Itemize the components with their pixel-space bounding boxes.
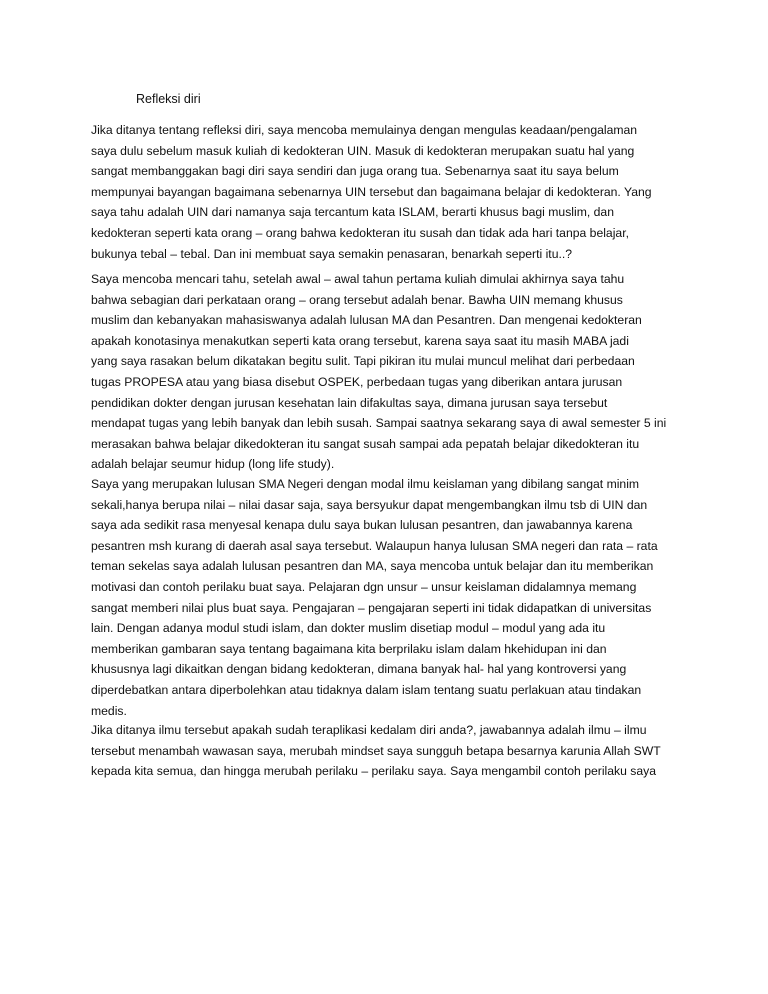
- text-line: teman sekelas saya adalah lulusan pesantren dan MA, saya mencoba untuk belajar dan itu memberikan: [91, 559, 654, 574]
- paragraph-3: [91, 474, 691, 721]
- text-line: lain. Dengan adanya modul studi islam, dan dokter muslim disetiap modul – modul yang ada itu: [91, 621, 606, 636]
- text-line: Saya mencoba mencari tahu, setelah awal – awal tahun pertama kuliah dimulai akhirnya saya tahu: [91, 272, 625, 286]
- text-line: mendapat tugas yang lebih banyak dan lebih susah. Sampai saatnya sekarang saya di awal semester 5 ini: [91, 416, 667, 431]
- text-line: kepada kita semua, dan hingga merubah perilaku – perilaku saya. Saya mengambil contoh perilaku saya: [91, 764, 657, 779]
- text-line: tersebut menambah wawasan saya, merubah mindset saya sungguh betapa besarnya karunia Allah SWT: [91, 743, 661, 758]
- text-line: bukunya tebal – tebal. Dan ini membuat saya semakin penasaran, benarkah seperti itu..?: [91, 246, 573, 261]
- paragraph-2: [91, 269, 691, 475]
- text-line: saya dulu sebelum masuk kuliah di kedokteran UIN. Masuk di kedokteran merupakan suatu hal yang: [91, 143, 635, 158]
- text-line: medis.: [91, 703, 127, 718]
- text-line: adalah belajar seumur hidup (long life study).: [91, 457, 335, 472]
- document-title: Refleksi diri: [136, 92, 201, 106]
- text-line: khususnya lagi dikaitkan dengan bidang kedokteran, dimana banyak hal- hal yang kontroversi yang: [91, 662, 627, 677]
- text-line: saya ada sedikit rasa menyesal kenapa dulu saya bukan lulusan pesantren, dan jawabannya karena: [91, 518, 633, 533]
- text-line: merasakan bahwa belajar dikedokteran itu sangat susah sampai ada pepatah belajar dikedokteran itu: [91, 436, 640, 451]
- text-line: bahwa sebagian dari perkataan orang – orang tersebut adalah benar. Bawha UIN memang khusus: [91, 292, 623, 307]
- paragraph-4: [91, 720, 691, 782]
- text-line: saya tahu adalah UIN dari namanya saja tercantum kata ISLAM, berarti khusus bagi muslim, dan: [91, 205, 614, 220]
- text-line: memberikan gambaran saya tentang bagaimana kita berprilaku islam dalam hkehidupan ini dan: [91, 641, 607, 656]
- text-line: sangat memberi nilai plus buat saya. Pengajaran – pengajaran seperti ini tidak didapatkan di universitas: [91, 600, 652, 615]
- text-line: pesantren msh kurang di daerah asal saya tersebut. Walaupun hanya lulusan SMA negeri dan rata – rata: [91, 538, 658, 553]
- text-line: kedokteran seperti kata orang – orang bahwa kedokteran itu susah dan tidak ada hari tanpa belajar,: [91, 225, 629, 240]
- text-line: pendidikan dokter dengan jurusan kesehatan lain difakultas saya, dimana jurusan saya tersebut: [91, 395, 608, 410]
- text-line: muslim dan kebanyakan mahasiswanya adalah lulusan MA dan Pesantren. Dan mengenai kedokteran: [91, 313, 642, 328]
- text-line: sekali,hanya berupa nilai – nilai dasar saja, saya bersyukur dapat mengembangkan ilmu tsb di UIN dan: [91, 497, 648, 512]
- text-line: Jika ditanya ilmu tersebut apakah sudah teraplikasi kedalam diri anda?, jawabannya adalah ilmu – ilmu: [91, 723, 647, 737]
- text-line: apakah konotasinya menakutkan seperti kata orang tersebut, karena saya saat itu masih MABA jadi: [91, 333, 629, 348]
- text-line: yang saya rasakan belum dikatakan begitu sulit. Tapi pikiran itu mulai muncul melihat dari perbedaan: [91, 354, 635, 369]
- text-line: Jika ditanya tentang refleksi diri, saya mencoba memulainya dengan mengulas keadaan/pengalaman: [91, 123, 638, 137]
- text-line: Saya yang merupakan lulusan SMA Negeri dengan modal ilmu keislaman yang dibilang sangat minim: [91, 477, 640, 491]
- paragraph-1: [91, 120, 691, 264]
- text-line: tugas PROPESA atau yang biasa disebut OSPEK, perbedaan tugas yang diberikan antara jurusan: [91, 374, 623, 389]
- text-line: motivasi dan contoh perilaku buat saya. Pelajaran dgn unsur – unsur keislaman didalamnya memang: [91, 579, 637, 594]
- text-line: diperdebatkan antara diperbolehkan atau tidaknya dalam islam tentang suatu perlakuan atau tindakan: [91, 682, 642, 697]
- text-line: sangat membanggakan bagi diri saya sendiri dan juga orang tua. Sebenarnya saat itu saya belum: [91, 164, 619, 179]
- text-line: mempunyai bayangan bagaimana sebenarnya UIN tersebut dan bagaimana belajar di kedokteran. Yang: [91, 184, 652, 199]
